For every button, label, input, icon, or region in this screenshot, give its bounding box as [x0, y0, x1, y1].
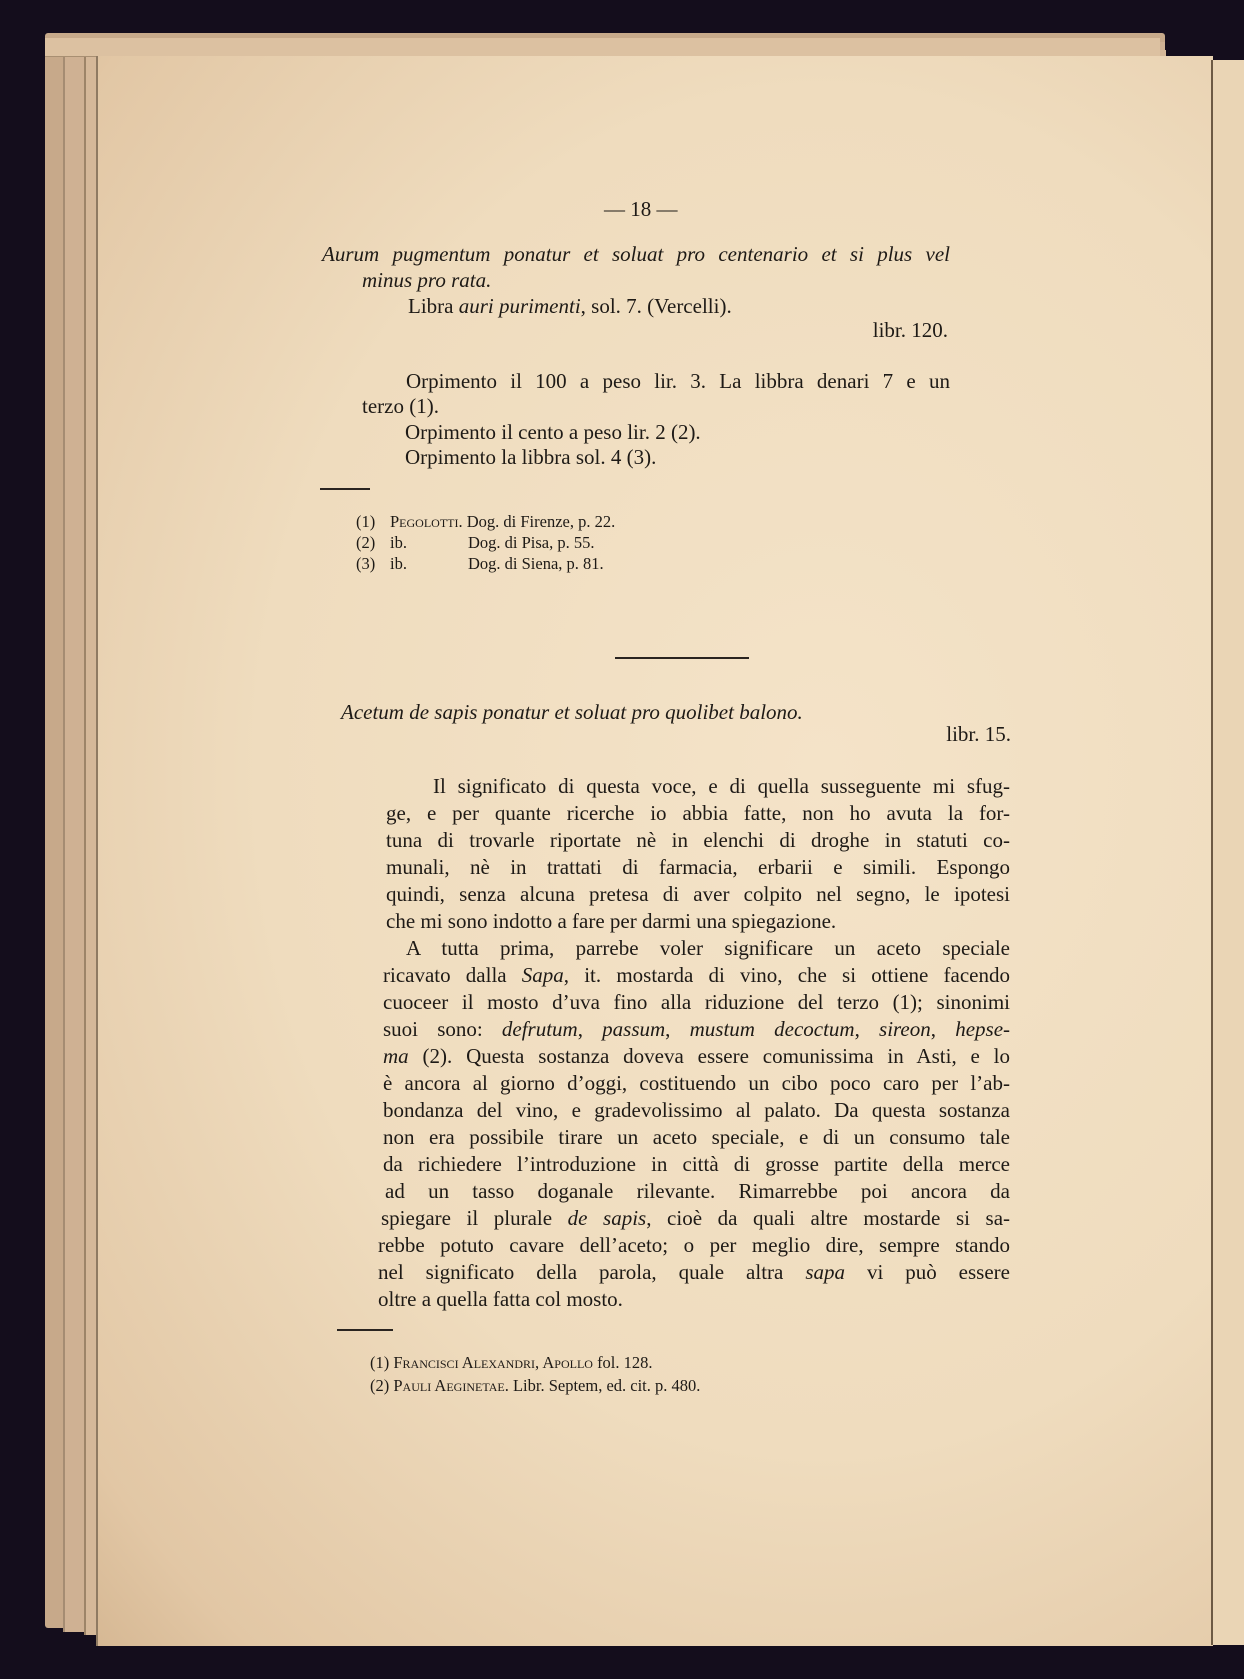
italic-term: hepse-: [955, 1017, 1011, 1041]
para2-line12: rebbe potuto cavare dell’aceto; o per meglio dire, sempre stando: [378, 1233, 1010, 1257]
para2-line5: [383, 1043, 1010, 1070]
para1-line6: che mi sono indotto a fare per darmi una spiegazione.: [386, 909, 837, 933]
text-run: , cioè da quali altre mostarde si sa-: [646, 1206, 1011, 1230]
footnote-number: (2): [356, 533, 376, 552]
facing-page-edge: [1211, 60, 1244, 1645]
text-run: spiegare il plurale: [381, 1206, 568, 1230]
para2-line14: oltre a quella fatta col mosto.: [378, 1287, 623, 1311]
italic-term: ma: [383, 1044, 409, 1068]
para2-line11: [381, 1205, 1010, 1232]
text-run: (2). Questa sostanza doveva essere comunissima in Asti, e lo: [408, 1044, 1010, 1068]
para2-line10: ad un tasso doganale rilevante. Rimarrebbe poi ancora da: [385, 1179, 1010, 1203]
italic-term: sireon: [879, 1017, 931, 1041]
para2-line13: [378, 1259, 1010, 1286]
text-run: ,: [930, 1017, 956, 1041]
footnote-source: Dog. di Pisa, p. 55.: [468, 533, 595, 552]
para2-line7: bondanza del vino, e gradevolissimo al palato. Da questa sostanza: [383, 1098, 1010, 1122]
footnote-source: fol. 128.: [592, 1353, 653, 1372]
footnote-source: Dog. di Firenze, p. 22.: [466, 512, 616, 531]
libra-italic: auri purimenti: [458, 294, 581, 318]
footnote-author: Pauli Aeginetae.: [393, 1376, 509, 1395]
text-run: vi può essere: [845, 1260, 1010, 1284]
entry1-latin-line2: minus pro rata.: [362, 268, 492, 292]
para1-line5: quindi, senza alcuna pretesa di aver colpito nel segno, le ipotesi: [386, 882, 1010, 906]
footnote-source: Dog. di Siena, p. 81.: [468, 554, 604, 573]
text-run: ,: [577, 1017, 603, 1041]
italic-term: sapa: [805, 1260, 845, 1284]
footnote-source: Libr. Septem, ed. cit. p. 480.: [508, 1376, 701, 1395]
para1-line3: tuna di trovarle riportate nè in elenchi di droghe in statuti co-: [386, 828, 1010, 852]
entry1-libra-line: [408, 293, 732, 320]
entry1-latin-line1: Aurum pugmentum ponatur et soluat pro centenario et si plus vel: [322, 242, 950, 266]
footnote1-3: [356, 553, 604, 574]
footnote1-2: [356, 532, 595, 553]
italic-term: defrutum: [501, 1017, 578, 1041]
para2-line8: non era possibile tirare un aceto speciale, e di un consumo tale: [383, 1125, 1010, 1149]
text-run: ,: [665, 1017, 690, 1041]
para2-line2: [383, 962, 1010, 989]
para1-line2: ge, e per quante ricerche io abbia fatte, non ho avuta la for-: [386, 801, 1010, 825]
para2-line4: [383, 1016, 1010, 1043]
italic-term: de sapis: [567, 1206, 647, 1230]
para2-line9: da richiedere l’introduzione in città di grosse partite della merce: [383, 1152, 1010, 1176]
orpimento-line3: Orpimento il cento a peso lir. 2 (2).: [405, 420, 701, 444]
page-top-edge: [45, 38, 1160, 57]
footnote-separator-2: [337, 1329, 393, 1331]
footnote-author: Pegolotti.: [390, 512, 463, 531]
libra-suffix: , sol. 7. (Vercelli).: [580, 294, 732, 318]
footnote2-1: [370, 1352, 653, 1373]
orpimento-line2: terzo (1).: [362, 394, 439, 418]
para2-line1: A tutta prima, parrebe voler significare un aceto speciale: [406, 936, 1010, 960]
text-run: suoi sono:: [383, 1017, 502, 1041]
italic-term: passum: [602, 1017, 666, 1041]
para2-line6: è ancora al giorno d’oggi, costituendo un cibo poco caro per l’ab-: [383, 1071, 1010, 1095]
text-run: ricavato dalla: [383, 963, 522, 987]
para2-line3: cuoceer il mosto d’uva fino alla riduzione del terzo (1); sinonimi: [383, 990, 1010, 1014]
footnote1-1: [356, 511, 615, 532]
text-run: nel significato della parola, quale altra: [378, 1260, 806, 1284]
text-run: ,: [854, 1017, 880, 1041]
italic-term: mustum decoctum: [689, 1017, 855, 1041]
footnote-author: ib.: [390, 533, 407, 552]
entry1-amount: libr. 120.: [872, 318, 948, 342]
orpimento-line4: Orpimento la libbra sol. 4 (3).: [405, 445, 657, 469]
entry2-amount: libr. 15.: [946, 722, 1011, 746]
footnote-number: (1): [356, 512, 376, 531]
footnote2-2: [370, 1375, 700, 1396]
italic-term: Sapa: [521, 963, 564, 987]
entry2-latin-line: Acetum de sapis ponatur et soluat pro quolibet balono.: [341, 700, 803, 724]
para1-line4: munali, nè in trattati di farmacia, erbarii e simili. Espongo: [386, 855, 1010, 879]
footnote-number: (1): [370, 1353, 390, 1372]
footnote-number: (2): [370, 1376, 390, 1395]
orpimento-line1: Orpimento il 100 a peso lir. 3. La libbra denari 7 e un: [406, 369, 950, 393]
text-run: , it. mostarda di vino, che si ottiene facendo: [563, 963, 1010, 987]
para1-line1: Il significato di questa voce, e di quella susseguente mi sfug-: [433, 774, 1010, 798]
page-number: — 18 —: [604, 197, 678, 221]
footnote-author: Francisci Alexandri, Apollo: [393, 1353, 593, 1372]
footnote-author: ib.: [390, 554, 407, 573]
footnote-separator-1: [320, 488, 370, 490]
section-separator: [615, 657, 749, 659]
footnote-number: (3): [356, 554, 376, 573]
libra-prefix: Libra: [408, 294, 459, 318]
